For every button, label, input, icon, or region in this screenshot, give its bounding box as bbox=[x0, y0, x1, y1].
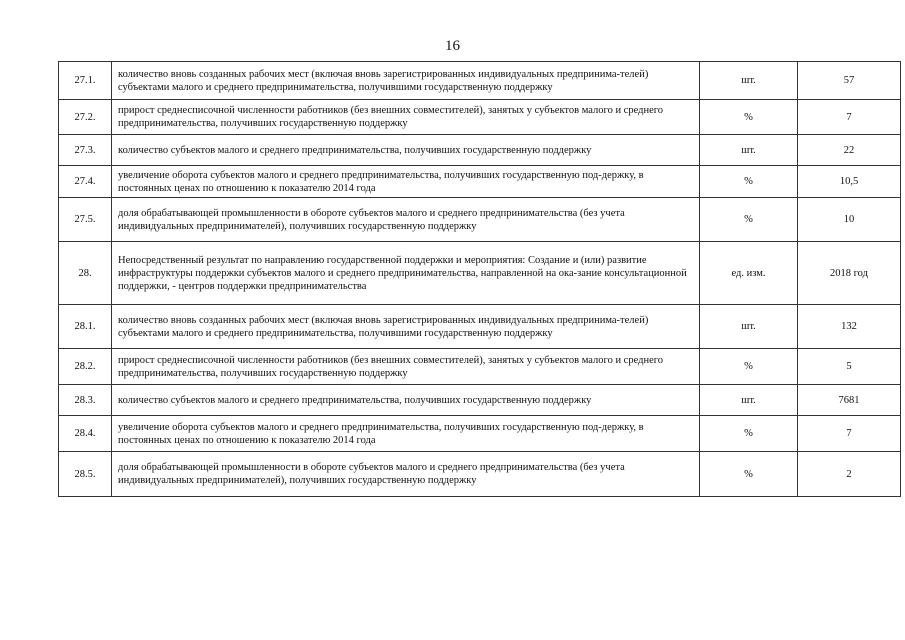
table-row bbox=[59, 305, 901, 349]
row-value: 10,5 bbox=[798, 166, 901, 198]
row-description: Непосредственный результат по направлению государственной поддержки и мероприятия: Создание и (или) развитие инфраструктуры поддержки субъектов малого и среднего предпринимательства, направленной на ока-зание консультационной поддержки, - центров поддержки предпринимательства bbox=[112, 242, 700, 305]
row-number: 28. bbox=[59, 242, 112, 305]
table-row bbox=[59, 385, 901, 416]
row-value: 57 bbox=[798, 62, 901, 100]
row-description: увеличение оборота субъектов малого и среднего предпринимательства, получивших государственную под-держку, в постоянных ценах по отношению к показателю 2014 года bbox=[112, 166, 700, 198]
row-description: количество вновь созданных рабочих мест (включая вновь зарегистрированных индивидуальных предпринима-телей) субъектами малого и среднего предпринимательства, получившими государственную поддержку bbox=[112, 62, 700, 100]
row-number: 28.5. bbox=[59, 452, 112, 497]
row-unit: % bbox=[700, 452, 798, 497]
row-description: прирост среднесписочной численности работников (без внешних совместителей), занятых у субъектов малого и среднего предпринимательства, получивших государственную поддержку bbox=[112, 349, 700, 385]
table-row bbox=[59, 166, 901, 198]
row-number: 28.2. bbox=[59, 349, 112, 385]
row-description: количество субъектов малого и среднего предпринимательства, получивших государственную поддержку bbox=[112, 385, 700, 416]
table-row bbox=[59, 452, 901, 497]
table-row bbox=[59, 62, 901, 100]
row-description: прирост среднесписочной численности работников (без внешних совместителей), занятых у субъектов малого и среднего предпринимательства, получивших государственную поддержку bbox=[112, 100, 700, 135]
indicators-table bbox=[58, 61, 901, 497]
row-value: 7681 bbox=[798, 385, 901, 416]
row-description: количество вновь созданных рабочих мест (включая вновь зарегистрированных индивидуальных предпринима-телей) субъектами малого и среднего предпринимательства, получившими государственную поддержку bbox=[112, 305, 700, 349]
row-unit: % bbox=[700, 198, 798, 242]
row-unit: шт. bbox=[700, 385, 798, 416]
table-row bbox=[59, 242, 901, 305]
row-number: 27.4. bbox=[59, 166, 112, 198]
row-unit: шт. bbox=[700, 305, 798, 349]
row-unit: % bbox=[700, 416, 798, 452]
row-value: 7 bbox=[798, 416, 901, 452]
row-value: 7 bbox=[798, 100, 901, 135]
row-unit: ед. изм. bbox=[700, 242, 798, 305]
table-row bbox=[59, 198, 901, 242]
row-number: 28.3. bbox=[59, 385, 112, 416]
row-unit: шт. bbox=[700, 135, 798, 166]
page-number: 16 bbox=[445, 38, 460, 54]
row-description: увеличение оборота субъектов малого и среднего предпринимательства, получивших государственную под-держку, в постоянных ценах по отношению к показателю 2014 года bbox=[112, 416, 700, 452]
row-unit: % bbox=[700, 349, 798, 385]
row-value: 5 bbox=[798, 349, 901, 385]
row-number: 27.2. bbox=[59, 100, 112, 135]
row-description: доля обрабатывающей промышленности в обороте субъектов малого и среднего предпринимательства (без учета индивидуальных предпринимателей), получивших государственную поддержку bbox=[112, 452, 700, 497]
row-value: 2 bbox=[798, 452, 901, 497]
row-value: 10 bbox=[798, 198, 901, 242]
table-row bbox=[59, 349, 901, 385]
row-unit: шт. bbox=[700, 62, 798, 100]
row-unit: % bbox=[700, 100, 798, 135]
row-number: 27.1. bbox=[59, 62, 112, 100]
row-value: 2018 год bbox=[798, 242, 901, 305]
row-value: 132 bbox=[798, 305, 901, 349]
row-description: количество субъектов малого и среднего предпринимательства, получивших государственную поддержку bbox=[112, 135, 700, 166]
row-number: 27.3. bbox=[59, 135, 112, 166]
row-description: доля обрабатывающей промышленности в обороте субъектов малого и среднего предпринимательства (без учета индивидуальных предпринимателей), получивших государственную поддержку bbox=[112, 198, 700, 242]
row-unit: % bbox=[700, 166, 798, 198]
row-number: 28.1. bbox=[59, 305, 112, 349]
row-number: 28.4. bbox=[59, 416, 112, 452]
table-row bbox=[59, 135, 901, 166]
row-value: 22 bbox=[798, 135, 901, 166]
table-row bbox=[59, 100, 901, 135]
table-row bbox=[59, 416, 901, 452]
row-number: 27.5. bbox=[59, 198, 112, 242]
